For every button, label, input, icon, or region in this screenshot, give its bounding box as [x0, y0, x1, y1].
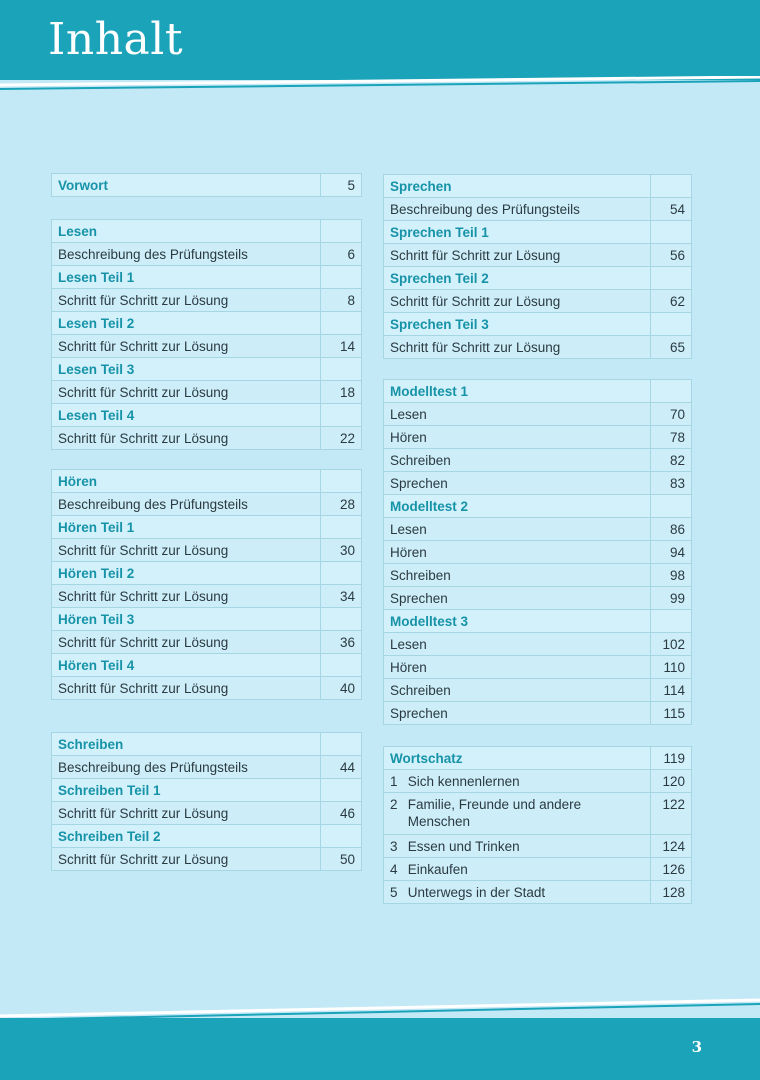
toc-row: [52, 174, 362, 197]
toc-page: 122: [651, 793, 692, 835]
toc-page: [321, 516, 362, 539]
toc-item: Schritt für Schritt zur Lösung: [384, 336, 651, 359]
toc-item: Beschreibung des Prüfungsteils: [384, 198, 651, 221]
header-divider: [0, 76, 760, 90]
toc-page: [321, 266, 362, 289]
toc-page: [651, 175, 692, 198]
toc-item-label: Sich kennenlernen: [407, 773, 520, 789]
toc-page: 126: [651, 858, 692, 881]
toc-page: 40: [321, 677, 362, 700]
toc-page: [321, 312, 362, 335]
toc-item: Schritt für Schritt zur Lösung: [52, 539, 321, 562]
toc-item: Schreiben: [384, 449, 651, 472]
toc-page: 8: [321, 289, 362, 312]
toc-item: Schritt für Schritt zur Lösung: [52, 381, 321, 404]
toc-page: 83: [651, 472, 692, 495]
toc-heading: Modelltest 3: [384, 610, 651, 633]
toc-page: 115: [651, 702, 692, 725]
toc-heading: Wortschatz: [384, 747, 651, 770]
toc-page: 102: [651, 633, 692, 656]
toc-item: Lesen: [384, 633, 651, 656]
toc-heading: Hören Teil 2: [52, 562, 321, 585]
toc-item-label: Essen und Trinken: [407, 838, 520, 854]
toc-hoeren: [51, 469, 362, 700]
toc-page: 44: [321, 756, 362, 779]
toc-item: Beschreibung des Prüfungsteils: [52, 243, 321, 266]
toc-item: Hören: [384, 426, 651, 449]
toc-page: 99: [651, 587, 692, 610]
toc-page: [321, 562, 362, 585]
toc-item: Lesen: [384, 518, 651, 541]
toc-page: 14: [321, 335, 362, 358]
toc-item: [384, 858, 651, 881]
toc-page: 82: [651, 449, 692, 472]
toc-heading: Hören Teil 3: [52, 608, 321, 631]
toc-item: [384, 881, 651, 904]
toc-wortschatz: [383, 746, 692, 904]
toc-page: 114: [651, 679, 692, 702]
toc-page: [321, 608, 362, 631]
toc-item: Lesen: [384, 403, 651, 426]
toc-heading: Lesen Teil 1: [52, 266, 321, 289]
toc-page: 54: [651, 198, 692, 221]
toc-item: [384, 793, 651, 835]
toc-heading: Sprechen: [384, 175, 651, 198]
toc-heading: Schreiben Teil 2: [52, 825, 321, 848]
toc-item: Hören: [384, 656, 651, 679]
toc-page: 119: [651, 747, 692, 770]
toc-page: [651, 267, 692, 290]
toc-heading: Lesen Teil 2: [52, 312, 321, 335]
toc-item: Schritt für Schritt zur Lösung: [52, 335, 321, 358]
toc-item: Beschreibung des Prüfungsteils: [52, 756, 321, 779]
toc-page: 30: [321, 539, 362, 562]
toc-vorwort: [51, 173, 362, 197]
toc-item-number: 3: [390, 838, 398, 854]
toc-page: [651, 495, 692, 518]
toc-item: Sprechen: [384, 702, 651, 725]
toc-heading: Lesen Teil 4: [52, 404, 321, 427]
toc-item: Sprechen: [384, 587, 651, 610]
toc-item: Beschreibung des Prüfungsteils: [52, 493, 321, 516]
toc-heading: Modelltest 1: [384, 380, 651, 403]
toc-page: 110: [651, 656, 692, 679]
toc-page: 94: [651, 541, 692, 564]
toc-heading: Sprechen Teil 1: [384, 221, 651, 244]
toc-heading: Sprechen Teil 3: [384, 313, 651, 336]
toc-heading: Schreiben Teil 1: [52, 779, 321, 802]
toc-page: 124: [651, 835, 692, 858]
page-number: 3: [691, 1038, 702, 1056]
toc-page: 65: [651, 336, 692, 359]
toc-item-label: Familie, Freunde und andere Menschen: [407, 797, 582, 829]
toc-heading: Lesen: [52, 220, 321, 243]
toc-page: 50: [321, 848, 362, 871]
toc-heading: Hören Teil 1: [52, 516, 321, 539]
toc-item-number: 1: [390, 773, 398, 789]
toc-schreiben: [51, 732, 362, 871]
toc-heading: Schreiben: [52, 733, 321, 756]
toc-page: 46: [321, 802, 362, 825]
toc-heading: Hören Teil 4: [52, 654, 321, 677]
toc-page: 62: [651, 290, 692, 313]
toc-page: [321, 825, 362, 848]
toc-page: 28: [321, 493, 362, 516]
toc-page: 5: [321, 174, 362, 197]
toc-page: 36: [321, 631, 362, 654]
toc-page: [321, 404, 362, 427]
toc-item: Schreiben: [384, 564, 651, 587]
toc-page: [651, 313, 692, 336]
toc-heading: Modelltest 2: [384, 495, 651, 518]
toc-item: Schritt für Schritt zur Lösung: [52, 631, 321, 654]
toc-page: 120: [651, 770, 692, 793]
toc-item: Schritt für Schritt zur Lösung: [384, 244, 651, 267]
toc-item: Schritt für Schritt zur Lösung: [52, 585, 321, 608]
toc-page: 128: [651, 881, 692, 904]
toc-page: [651, 221, 692, 244]
toc-item: [384, 835, 651, 858]
toc-item: [384, 770, 651, 793]
toc-page: [651, 610, 692, 633]
toc-item: Schritt für Schritt zur Lösung: [384, 290, 651, 313]
toc-page: 70: [651, 403, 692, 426]
toc-item: Schritt für Schritt zur Lösung: [52, 427, 321, 450]
toc-page: 78: [651, 426, 692, 449]
toc-heading: Sprechen Teil 2: [384, 267, 651, 290]
toc-item: Schreiben: [384, 679, 651, 702]
toc-heading: Lesen Teil 3: [52, 358, 321, 381]
toc-page: [321, 654, 362, 677]
toc-heading: Vorwort: [52, 174, 321, 197]
toc-page: [321, 470, 362, 493]
toc-page: 18: [321, 381, 362, 404]
toc-page: [321, 779, 362, 802]
page-title: Inhalt: [48, 14, 184, 65]
toc-item: Hören: [384, 541, 651, 564]
toc-item: Schritt für Schritt zur Lösung: [52, 848, 321, 871]
toc-sprechen: [383, 174, 692, 359]
toc-item: Schritt für Schritt zur Lösung: [52, 677, 321, 700]
toc-page: 98: [651, 564, 692, 587]
toc-modelltests: [383, 379, 692, 725]
toc-page: 34: [321, 585, 362, 608]
toc-page: 22: [321, 427, 362, 450]
footer-band: [0, 1018, 760, 1080]
toc-page: 86: [651, 518, 692, 541]
toc-item-number: 5: [390, 884, 398, 900]
toc-item: Schritt für Schritt zur Lösung: [52, 802, 321, 825]
toc-item-label: Unterwegs in der Stadt: [407, 884, 546, 900]
toc-heading: Hören: [52, 470, 321, 493]
toc-page: [321, 358, 362, 381]
toc-item-number: 2: [390, 797, 398, 812]
toc-page: 56: [651, 244, 692, 267]
toc-lesen: [51, 219, 362, 450]
toc-item: Schritt für Schritt zur Lösung: [52, 289, 321, 312]
toc-page: [321, 733, 362, 756]
toc-page: [651, 380, 692, 403]
toc-item: Sprechen: [384, 472, 651, 495]
toc-page: [321, 220, 362, 243]
toc-item-number: 4: [390, 861, 398, 877]
toc-item-label: Einkaufen: [407, 861, 468, 877]
toc-page: 6: [321, 243, 362, 266]
